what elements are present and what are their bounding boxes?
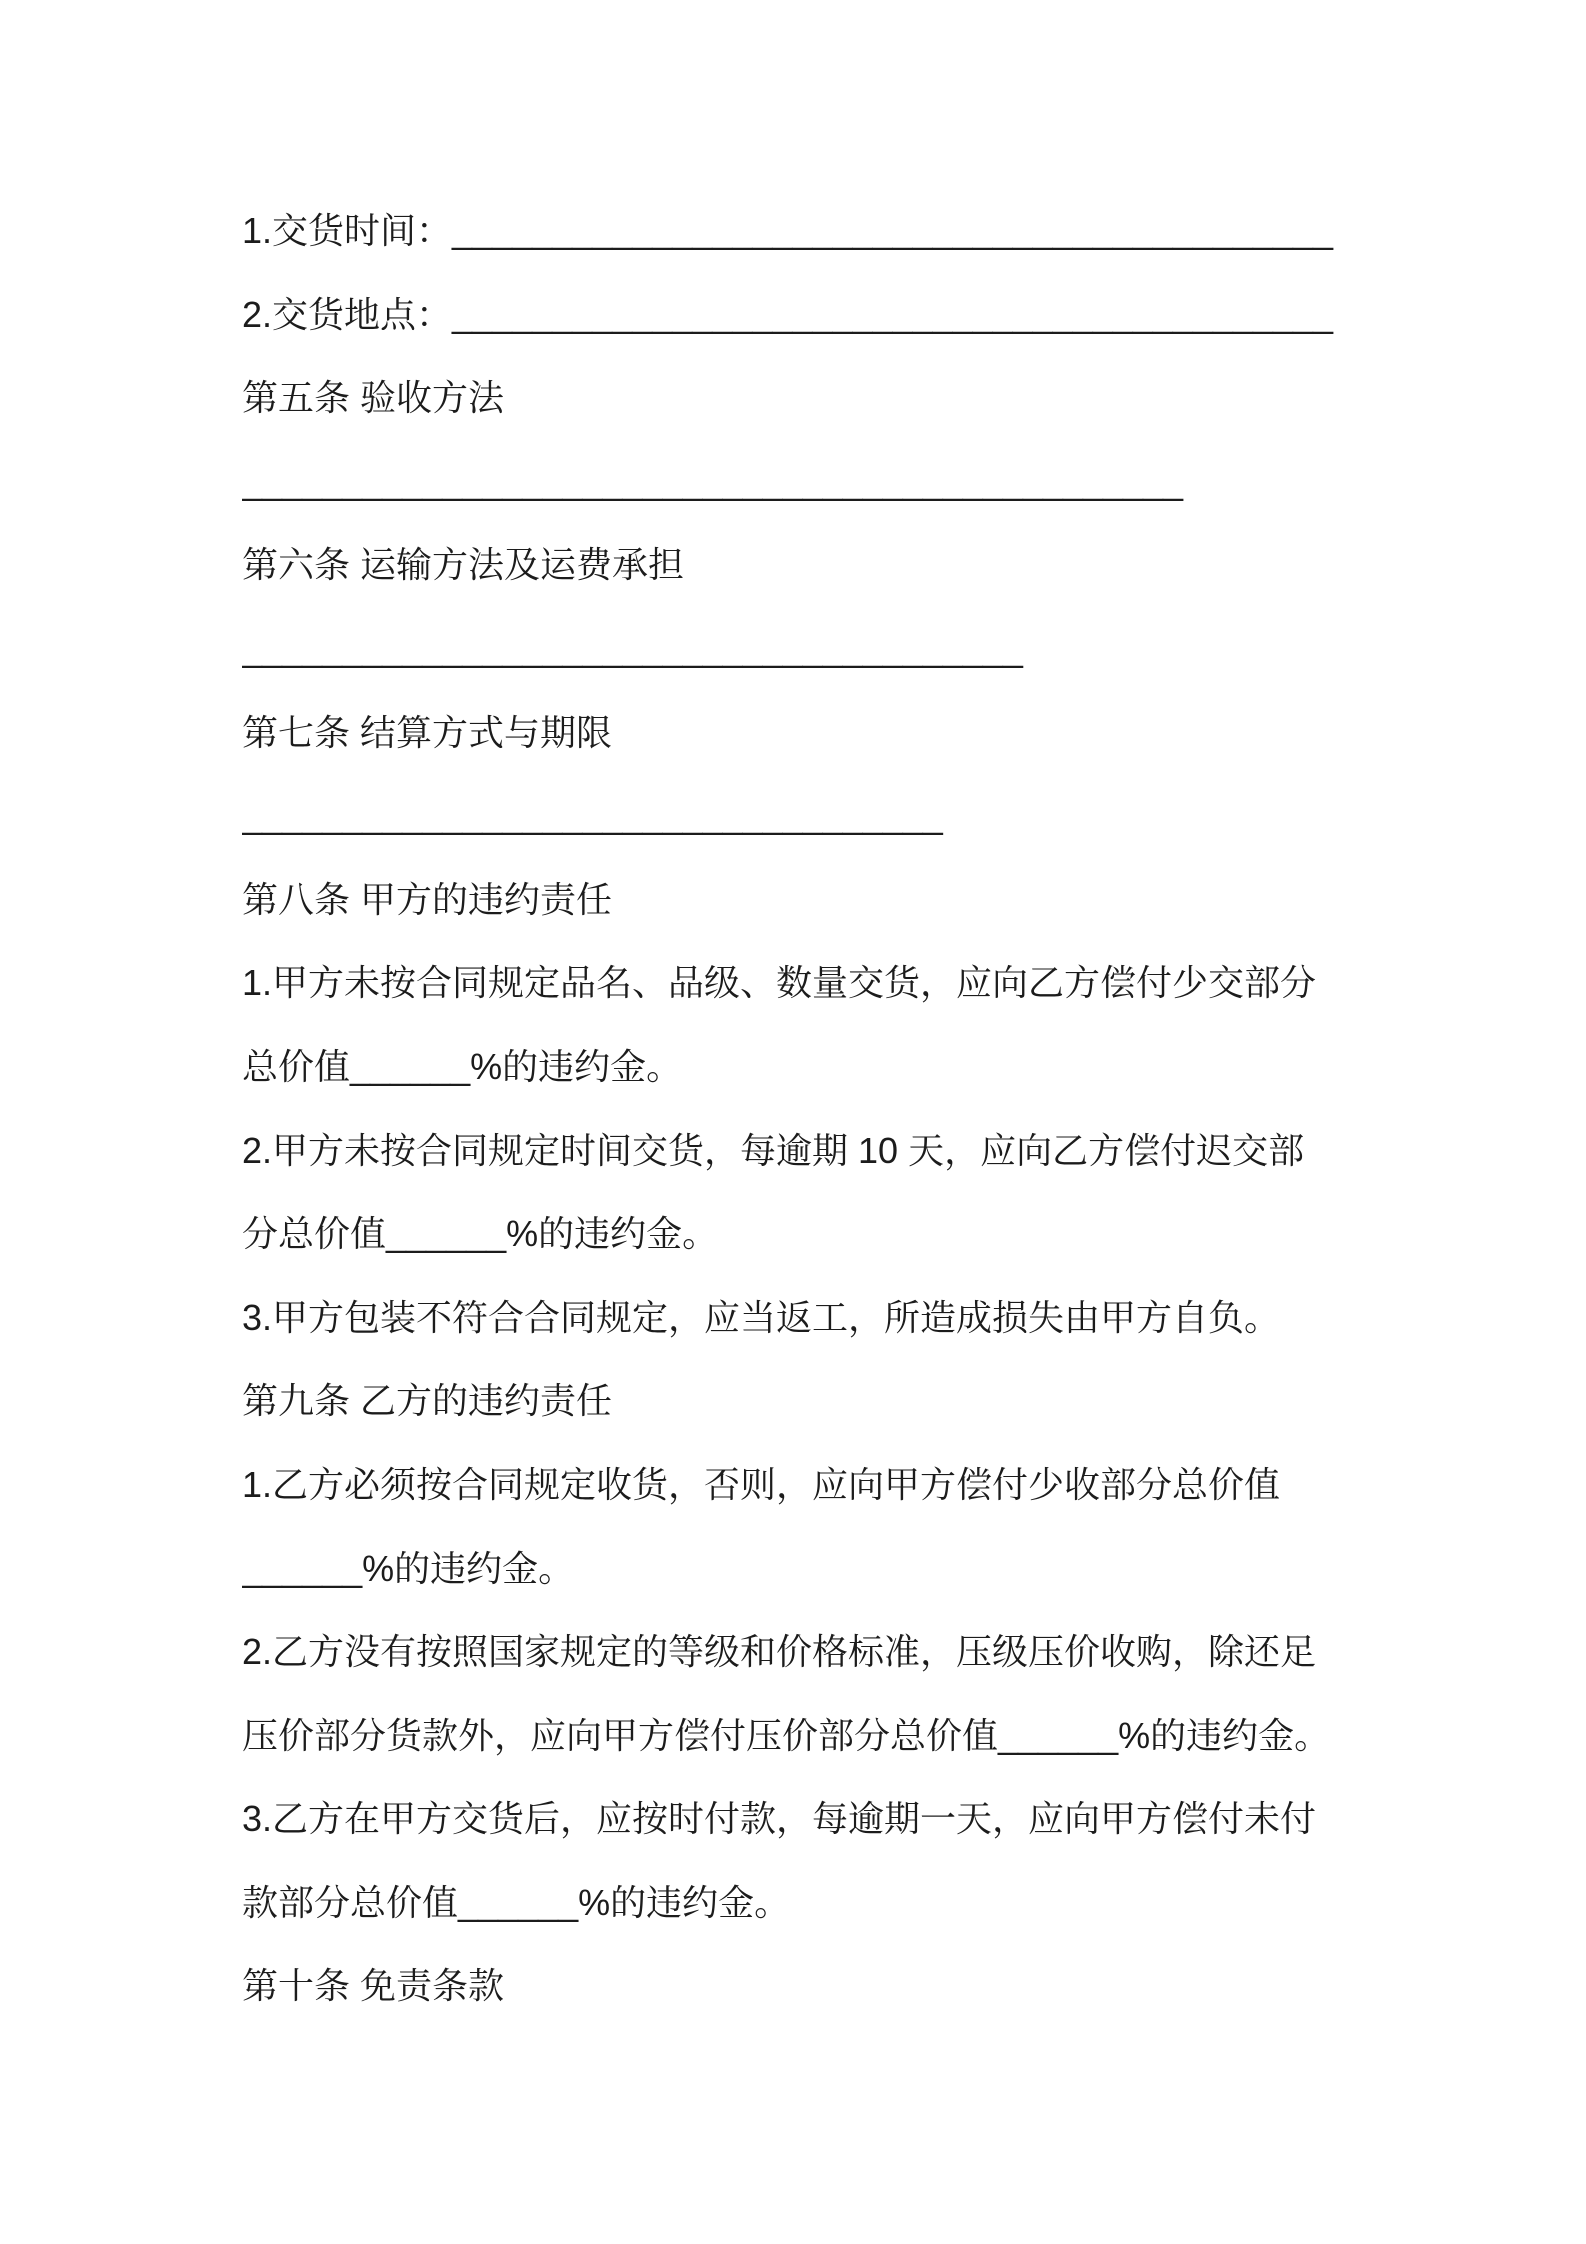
fill-in-blank: _______________________________________________ — [242, 460, 1184, 502]
article5-blank-line — [242, 440, 1482, 524]
clause-line: 2.乙方没有按照国家规定的等级和价格标准，压级压价收购，除还足 — [242, 1631, 1317, 1673]
clause-line: 1.乙方必须按合同规定收货，否则，应向甲方偿付少收部分总价值 — [242, 1463, 1281, 1505]
clause-line — [242, 1192, 1482, 1276]
article-heading: 第九条 乙方的违约责任 — [242, 1380, 613, 1422]
article-heading: 第十条 免责条款 — [242, 1965, 505, 2007]
fill-in-blank: _______________________________________ — [242, 627, 1023, 669]
fill-in-blank: ____________________________________________ — [452, 210, 1333, 251]
clause-text: %的违约金。 — [1118, 1714, 1331, 1756]
clause-line — [242, 1025, 1482, 1109]
delivery-time-line — [242, 189, 1482, 273]
clause-line: 3.甲方包装不符合合同规定，应当返工，所造成损失由甲方自负。 — [242, 1296, 1281, 1338]
clause-text: 分总价值 — [242, 1213, 387, 1255]
article-heading: 第八条 甲方的违约责任 — [242, 878, 613, 920]
document-body — [242, 189, 1482, 2028]
clause-text: 款部分总价值 — [242, 1881, 459, 1923]
clause-text: %的违约金。 — [578, 1881, 791, 1923]
fill-in-blank: ____________________________________________ — [452, 293, 1333, 335]
fill-in-blank: ______ — [458, 1881, 579, 1923]
fill-in-blank: ______ — [350, 1045, 471, 1087]
clause-line — [242, 1527, 1482, 1611]
fill-in-blank: ______ — [998, 1714, 1119, 1756]
clause-line — [242, 1694, 1482, 1778]
clause-line: 1.甲方未按合同规定品名、品级、数量交货，应向乙方偿付少交部分 — [242, 962, 1317, 1004]
clause-text: %的违约金。 — [470, 1045, 683, 1087]
delivery-time-label: 1.交货时间： — [242, 210, 453, 251]
article-heading: 第六条 运输方法及运费承担 — [242, 544, 685, 586]
fill-in-blank: ___________________________________ — [242, 795, 943, 837]
clause-text: %的违约金。 — [362, 1547, 575, 1589]
clause-line: 3.乙方在甲方交货后，应按时付款，每逾期一天，应向甲方偿付未付 — [242, 1798, 1317, 1840]
article-heading: 第五条 验收方法 — [242, 377, 505, 419]
clause-line — [242, 1861, 1482, 1945]
article7-blank-line — [242, 774, 1482, 858]
delivery-place-line — [242, 273, 1482, 357]
clause-text: 压价部分货款外，应向甲方偿付压价部分总价值 — [242, 1714, 999, 1756]
delivery-place-label: 2.交货地点： — [242, 293, 453, 335]
article6-blank-line — [242, 607, 1482, 691]
fill-in-blank: ______ — [386, 1213, 507, 1255]
clause-text: %的违约金。 — [506, 1213, 719, 1255]
article-heading: 第七条 结算方式与期限 — [242, 711, 613, 753]
clause-text: 总价值 — [242, 1045, 351, 1087]
fill-in-blank: ______ — [242, 1547, 363, 1589]
clause-line: 2.甲方未按合同规定时间交货，每逾期 10 天，应向乙方偿付迟交部 — [242, 1129, 1305, 1171]
